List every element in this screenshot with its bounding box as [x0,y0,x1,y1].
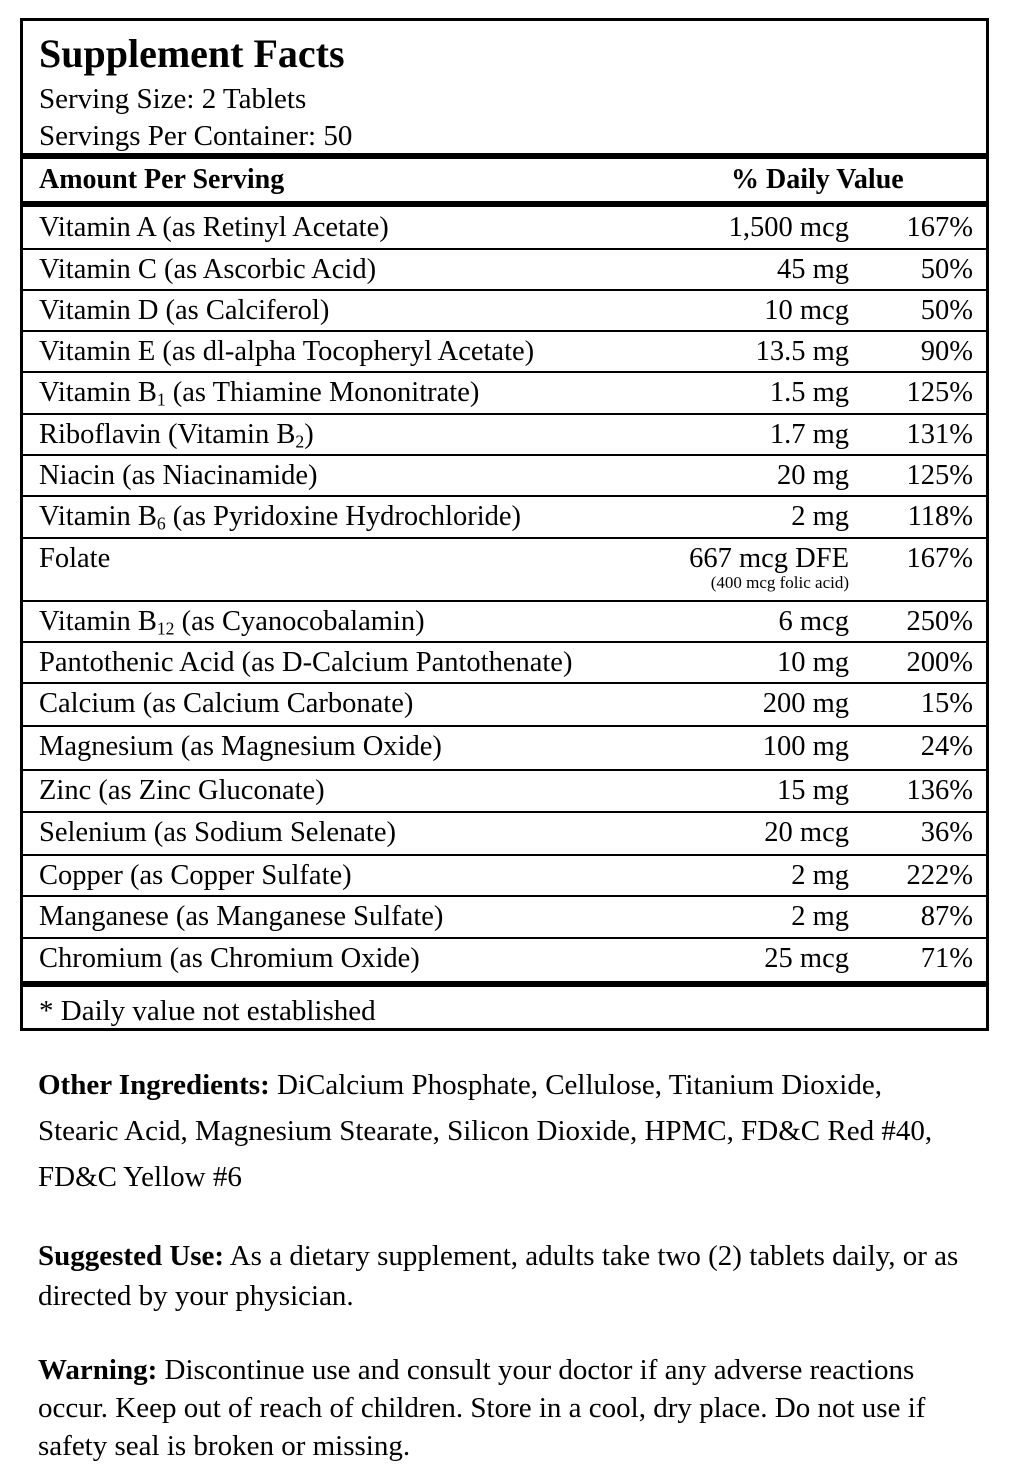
nutrient-row [23,372,986,414]
nutrient-name-text: Chromium (as Chromium Oxide) [39,943,420,974]
nutrient-daily-value: 125% [906,377,973,408]
nutrient-daily-value: 222% [906,860,973,891]
nutrient-row [23,770,986,812]
nutrient-subscript: 12 [156,618,175,639]
nutrient-row [23,455,986,496]
nutrient-name-text: Vitamin B [39,377,157,408]
nutrient-name [39,455,318,497]
nutrient-subscript: 1 [156,389,166,410]
nutrient-name-text: Magnesium (as Magnesium Oxide) [39,731,442,762]
nutrient-row [23,642,986,683]
warning-text: Discontinue use and consult your doctor if any adverse reactions occur. Keep out of reach of children. Store in a cool, dry place. Do not use if safety seal is broken or missing. [38,1354,926,1462]
nutrient-amount: 10 mg [776,647,849,678]
nutrient-name [39,642,572,684]
nutrient-name-text: Zinc (as Zinc Gluconate) [39,775,325,806]
nutrient-row [23,207,986,249]
nutrient-daily-value: 167% [906,212,973,243]
nutrient-daily-value: 87% [920,901,973,932]
nutrient-daily-value: 125% [906,460,973,491]
nutrient-row [23,683,986,726]
nutrient-amount: 25 mcg [764,943,849,974]
amount-per-serving-label: Amount Per Serving [39,164,285,195]
supplement-facts-panel [20,18,989,1031]
nutrient-daily-value: 15% [920,688,973,719]
nutrient-daily-value: 118% [907,501,973,532]
nutrient-name-text: Vitamin E (as dl-alpha Tocopheryl Acetate) [39,336,535,367]
nutrient-row [23,896,986,938]
nutrient-name-text: Vitamin A (as Retinyl Acetate) [39,212,389,243]
nutrient-row [23,812,986,855]
nutrient-daily-value: 200% [906,647,973,678]
warning [38,1351,968,1465]
nutrient-name-suffix: (as Thiamine Mononitrate) [165,377,480,408]
nutrient-row [23,538,986,601]
nutrient-amount: 1.7 mg [769,419,849,450]
thick-divider [23,981,986,987]
nutrient-row [23,726,986,770]
nutrient-amount: 15 mg [776,775,849,806]
nutrient-amount: 45 mg [776,254,849,285]
nutrient-row [23,496,986,538]
nutrient-amount: 2 mg [791,901,849,932]
nutrient-amount: 2 mg [791,501,849,532]
nutrient-amount: 1,500 mcg [728,212,849,243]
nutrient-daily-value: 167% [906,543,973,574]
nutrient-name [39,683,413,725]
nutrient-daily-value: 71% [920,943,973,974]
nutrient-daily-value: 36% [920,817,973,848]
nutrient-name [39,331,534,373]
nutrient-name-text: Copper (as Copper Sulfate) [39,860,352,891]
nutrient-row [23,290,986,331]
facts-title: Supplement Facts [39,31,345,76]
nutrient-name [39,414,314,456]
other-ingredients-label: Other Ingredients: [38,1069,270,1101]
nutrient-subscript: 6 [156,513,166,534]
nutrient-name [39,855,352,897]
nutrient-row [23,414,986,455]
suggested-use-text: As a dietary supplement, adults take two (2) tablets daily, or as directed by your physician. [38,1240,959,1312]
nutrient-name [39,207,389,249]
nutrient-name [39,770,325,812]
nutrient-name-text: Folate [39,543,111,574]
nutrient-subscript: 2 [295,431,305,452]
nutrient-name [39,896,443,938]
nutrient-amount: 10 mcg [764,295,849,326]
nutrient-name [39,812,396,854]
nutrient-amount: 200 mg [762,688,849,719]
nutrient-daily-value: 50% [920,254,973,285]
other-ingredients [38,1062,968,1200]
nutrient-name [39,249,376,291]
nutrient-row [23,331,986,372]
nutrient-amount: 6 mcg [778,606,849,637]
warning-label: Warning: [38,1354,158,1386]
nutrient-name [39,372,479,414]
nutrient-name-suffix: (as Cyanocobalamin) [174,606,425,637]
suggested-use-label: Suggested Use: [38,1240,225,1272]
nutrient-name [39,538,110,580]
nutrient-row [23,249,986,290]
nutrient-name [39,726,442,768]
nutrient-name-text: Pantothenic Acid (as D-Calcium Pantothenate) [39,647,573,678]
nutrient-name-suffix: ) [304,419,314,450]
nutrient-row [23,938,986,980]
nutrient-name [39,601,425,643]
nutrient-name-text: Manganese (as Manganese Sulfate) [39,901,444,932]
nutrient-name-text: Selenium (as Sodium Selenate) [39,817,396,848]
servings-per-container: Servings Per Container: 50 [39,120,353,152]
nutrient-name [39,290,329,332]
nutrient-amount: 1.5 mg [769,377,849,408]
nutrient-name-text: Niacin (as Niacinamide) [39,460,318,491]
nutrient-name-suffix: (as Pyridoxine Hydrochloride) [165,501,522,532]
nutrient-daily-value: 90% [920,336,973,367]
daily-value-footnote: * Daily value not established [39,995,376,1027]
nutrient-amount: 2 mg [791,860,849,891]
nutrient-row [23,601,986,642]
facts-header [23,21,986,153]
nutrient-daily-value: 50% [920,295,973,326]
other-ingredients-text: DiCalcium Phosphate, Cellulose, Titanium Dioxide, Stearic Acid, Magnesium Stearate, Silicon Dioxide, HPMC, FD&C Red #40, FD&C Yellow #6 [38,1069,933,1193]
nutrient-daily-value: 24% [920,731,973,762]
daily-value-label: % Daily Value [731,164,904,195]
nutrient-name-text: Vitamin B [39,606,157,637]
nutrient-amount: 20 mg [776,460,849,491]
nutrient-amount: 13.5 mg [755,336,849,367]
nutrient-name-text: Calcium (as Calcium Carbonate) [39,688,414,719]
nutrient-name [39,496,521,538]
nutrient-name-text: Riboflavin (Vitamin B [39,419,296,450]
nutrient-amount-note: (400 mcg folic acid) [710,573,849,592]
serving-size: Serving Size: 2 Tablets [39,83,307,115]
nutrient-name-text: Vitamin C (as Ascorbic Acid) [39,254,377,285]
nutrient-name-text: Vitamin B [39,501,157,532]
nutrient-amount: 100 mg [762,731,849,762]
nutrient-name-text: Vitamin D (as Calciferol) [39,295,330,326]
nutrient-daily-value: 136% [906,775,973,806]
nutrient-amount: 667 mcg DFE [689,543,849,574]
nutrient-daily-value: 131% [906,419,973,450]
nutrient-amount: 20 mcg [764,817,849,848]
nutrient-daily-value: 250% [906,606,973,637]
suggested-use [38,1236,968,1316]
nutrient-row [23,855,986,896]
column-header [23,159,986,201]
nutrient-name [39,938,420,980]
